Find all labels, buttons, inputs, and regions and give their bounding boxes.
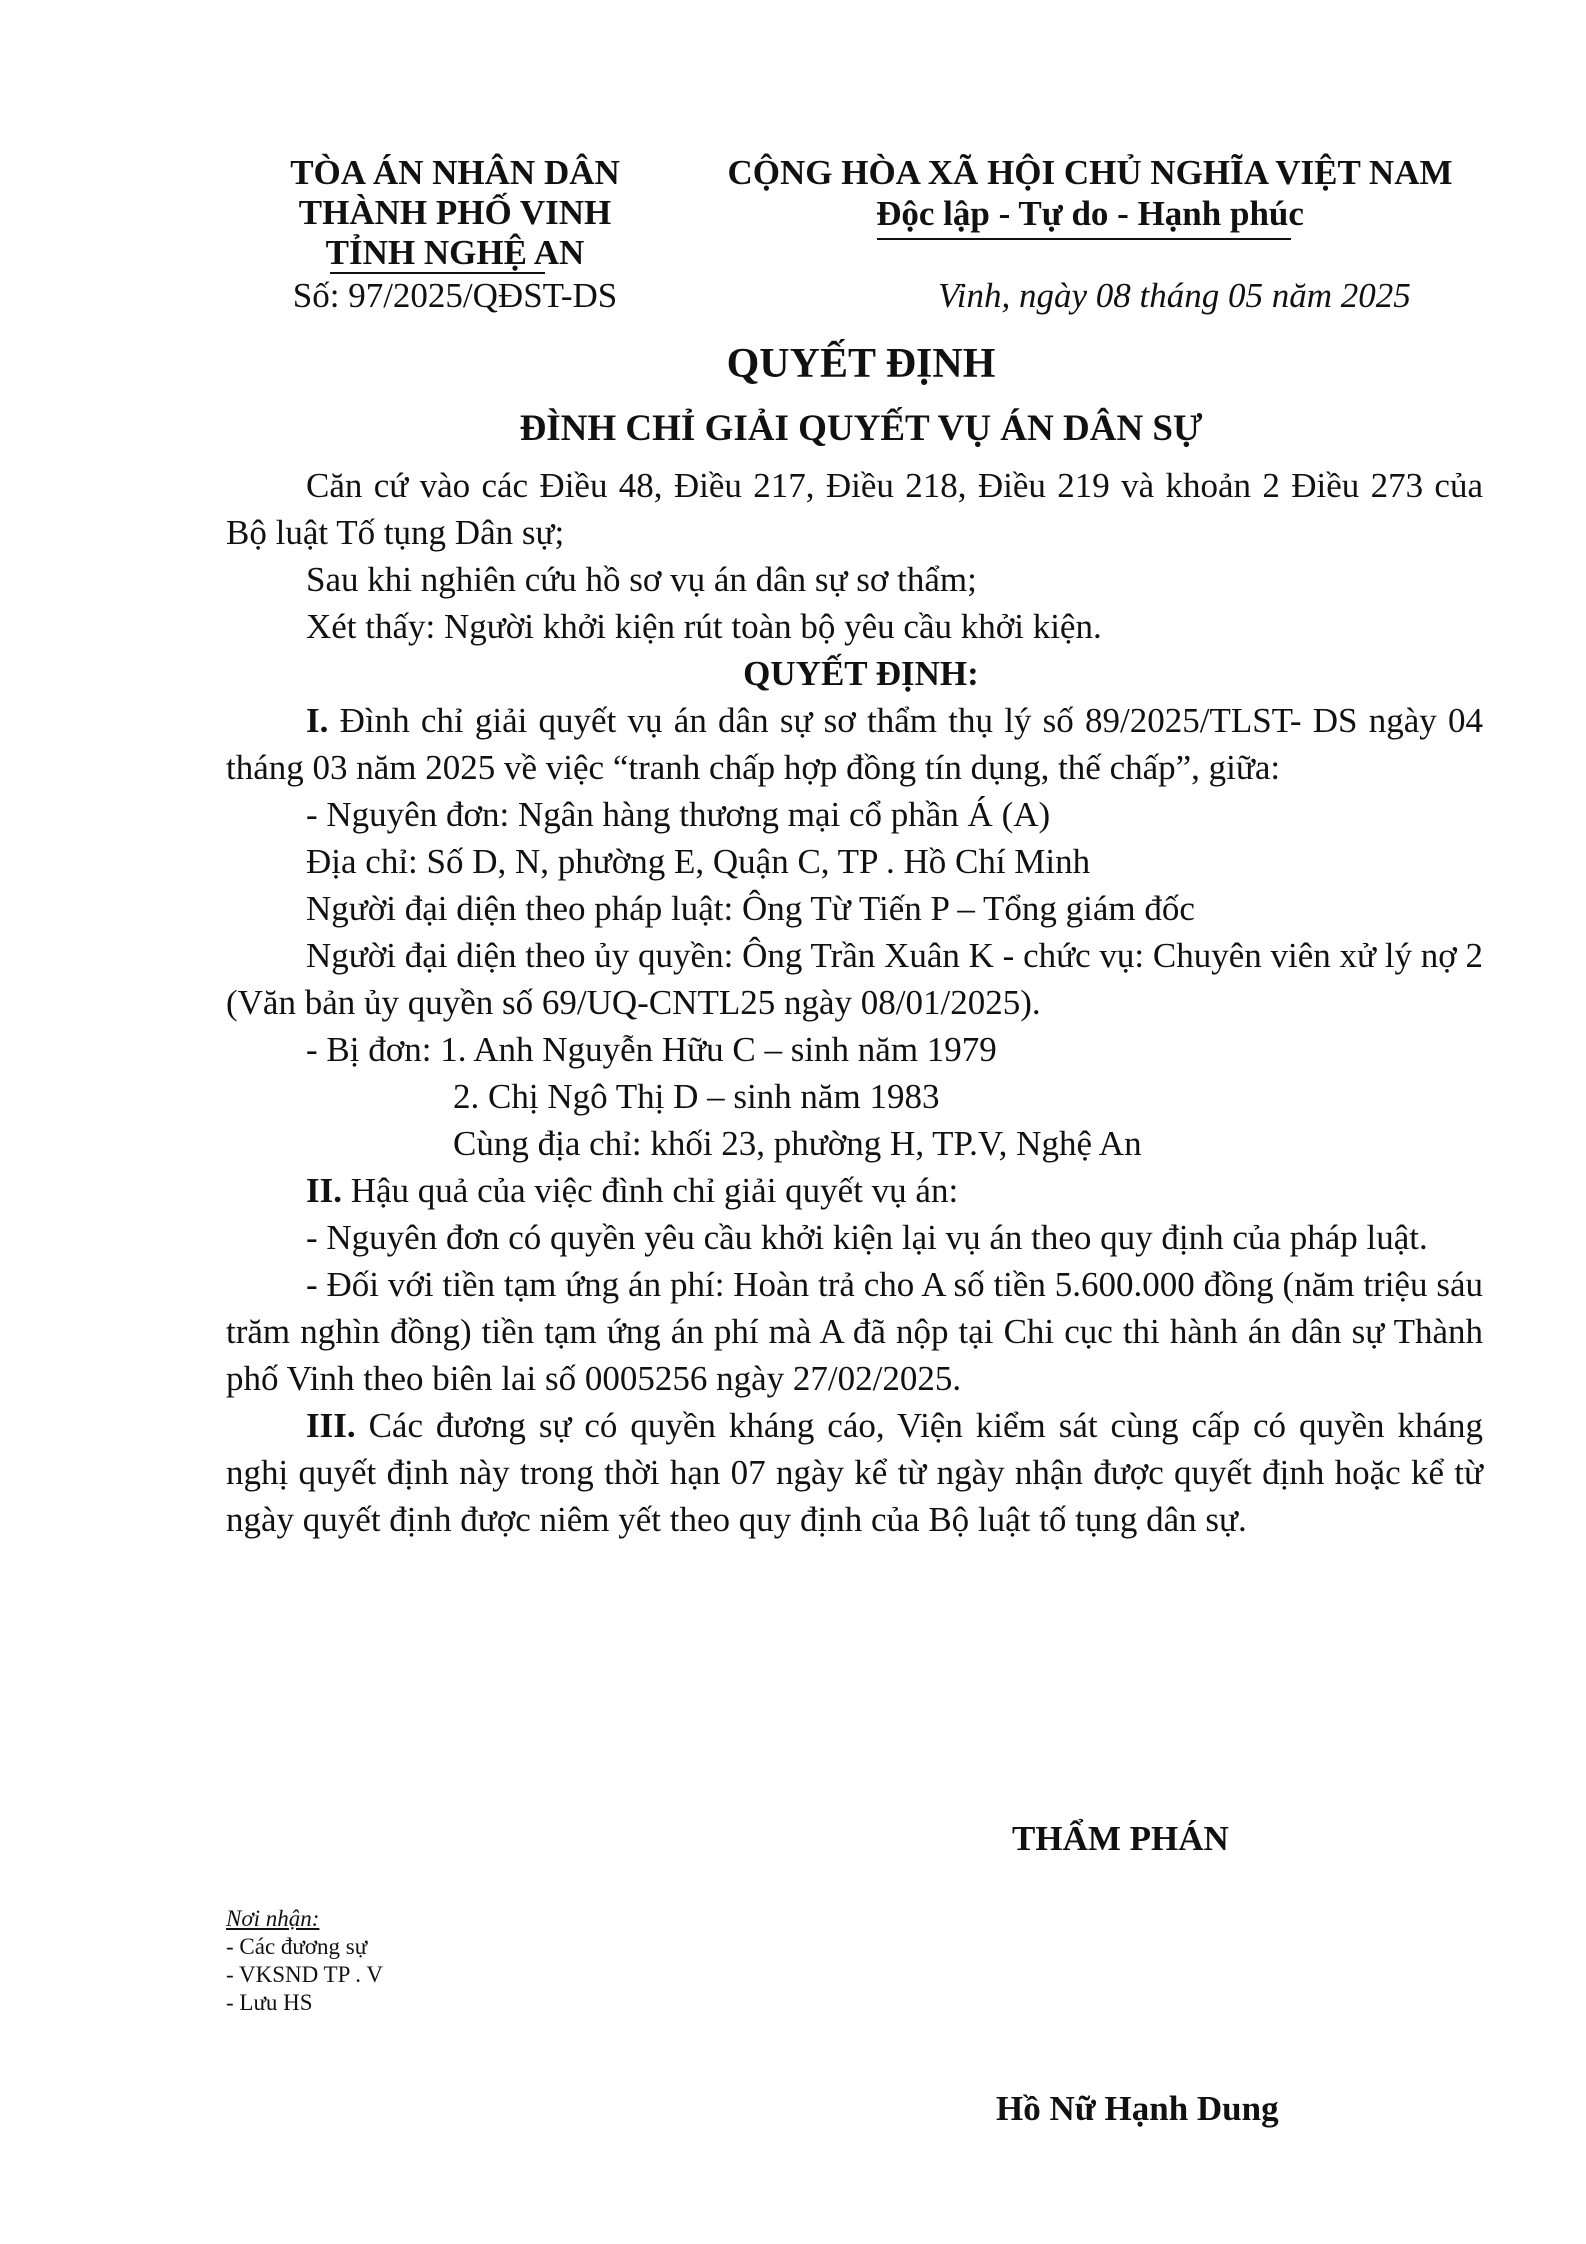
judge-title: THẨM PHÁN [1012, 1819, 1229, 1858]
court-line-2: THÀNH PHỐ VINH [298, 193, 612, 232]
republic-name: CỘNG HÒA XÃ HỘI CHỦ NGHĨA VIỆT NAM [727, 153, 1453, 192]
recipient-item: - Lưu HS [226, 1990, 313, 2015]
document-number: Số: 97/2025/QĐST-DS [292, 276, 618, 315]
court-underline [330, 272, 545, 274]
section-2-text: Hậu quả của việc đình chỉ giải quyết vụ án: [342, 1171, 959, 1210]
section-3-paragraph [226, 1402, 1483, 1543]
court-name-block [250, 153, 660, 273]
section-2-consequence-1: - Nguyên đơn có quyền yêu cầu khởi kiện lại vụ án theo quy định của pháp luật. [306, 1218, 1428, 1257]
defendant-1: - Bị đơn: 1. Anh Nguyễn Hữu C – sinh năm 1979 [306, 1030, 997, 1069]
section-3-text: Các đương sự có quyền kháng cáo, Viện kiểm sát cùng cấp có quyền kháng nghị quyết định này trong thời hạn 07 ngày kể từ ngày nhận được quyết định hoặc kể từ ngày quyết định được niêm yết theo quy định của Bộ luật tố tụng dân sự. [226, 1406, 1483, 1539]
preamble-legal-basis: Căn cứ vào các Điều 48, Điều 217, Điều 218, Điều 219 và khoản 2 Điều 273 của Bộ luật Tố tụng Dân sự; [226, 466, 1483, 552]
preamble-review: Sau khi nghiên cứu hồ sơ vụ án dân sự sơ thẩm; [306, 560, 977, 599]
section-2-paragraph [226, 1167, 1483, 1214]
judge-name: Hồ Nữ Hạnh Dung [996, 2089, 1279, 2128]
section-1-number: I. [306, 701, 329, 740]
document-title: QUYẾT ĐỊNH [726, 341, 996, 387]
plaintiff-address: Địa chỉ: Số D, N, phường E, Quận C, TP . Hồ Chí Minh [306, 842, 1091, 881]
motto-underline [877, 238, 1291, 240]
recipients-block [226, 1905, 383, 2017]
national-motto: Độc lập - Tự do - Hạnh phúc [876, 194, 1304, 233]
recipients-label: Nơi nhận: [226, 1906, 320, 1931]
decision-heading: QUYẾT ĐỊNH: [743, 654, 979, 693]
section-1-text: Đình chỉ giải quyết vụ án dân sự sơ thẩm thụ lý số 89/2025/TLST- DS ngày 04 tháng 03 năm 2025 về việc “tranh chấp hợp đồng tín dụng, thế chấp”, giữa: [226, 701, 1483, 787]
authorized-representative: Người đại diện theo ủy quyền: Ông Trần Xuân K - chức vụ: Chuyên viên xử lý nợ 2 (Văn bản ủy quyền số 69/UQ-CNTL25 ngày 08/01/2025). [226, 936, 1483, 1022]
plaintiff-line: - Nguyên đơn: Ngân hàng thương mại cổ phần Á (A) [306, 795, 1051, 834]
document-body [226, 462, 1483, 1543]
section-2-consequence-2: - Đối với tiền tạm ứng án phí: Hoàn trả cho A số tiền 5.600.000 đồng (năm triệu sáu trăm nghìn đồng) tiền tạm ứng án phí mà A đã nộp tại Chi cục thi hành án dân sự Thành phố Vinh theo biên lai số 0005256 ngày 27/02/2025. [226, 1265, 1483, 1398]
section-1-paragraph [226, 697, 1483, 791]
preamble-finding: Xét thấy: Người khởi kiện rút toàn bộ yêu cầu khởi kiện. [306, 607, 1102, 646]
court-line-1: TÒA ÁN NHÂN DÂN [290, 153, 620, 192]
section-2-number: II. [306, 1171, 342, 1210]
court-line-3: TỈNH NGHỆ AN [325, 233, 585, 272]
defendant-address: Cùng địa chỉ: khối 23, phường H, TP.V, Nghệ An [453, 1124, 1142, 1163]
document-subtitle: ĐÌNH CHỈ GIẢI QUYẾT VỤ ÁN DÂN SỰ [519, 408, 1203, 449]
recipient-item: - Các đương sự [226, 1934, 368, 1959]
legal-representative: Người đại diện theo pháp luật: Ông Từ Tiến P – Tổng giám đốc [306, 889, 1195, 928]
place-date: Vinh, ngày 08 tháng 05 năm 2025 [938, 276, 1411, 315]
section-3-number: III. [306, 1406, 356, 1445]
defendant-2: 2. Chị Ngô Thị D – sinh năm 1983 [453, 1077, 940, 1116]
recipient-item: - VKSND TP . V [226, 1962, 383, 1987]
